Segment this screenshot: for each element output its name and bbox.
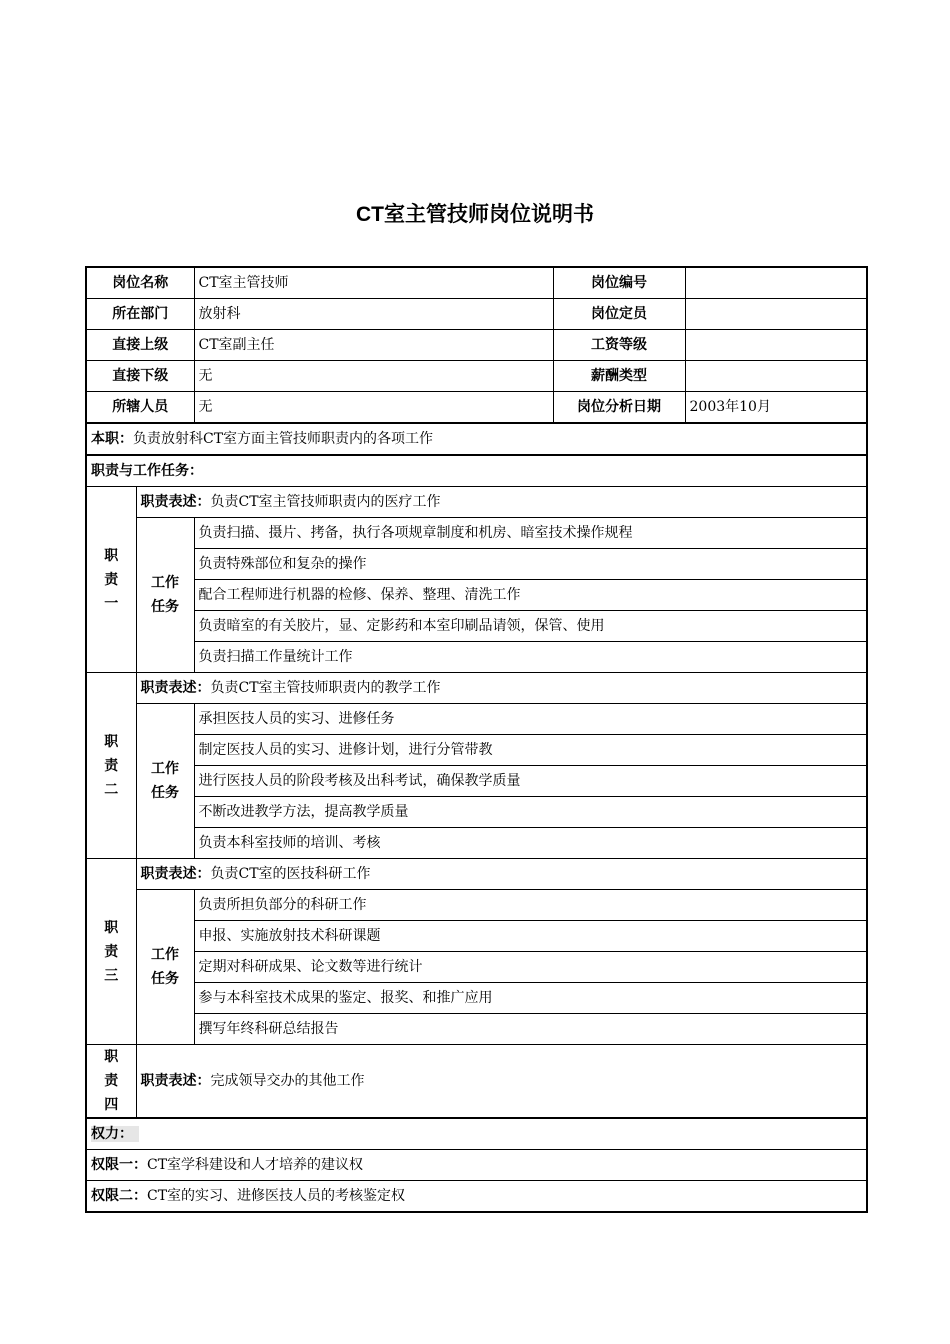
task-item: 进行医技人员的阶段考核及出科考试，确保教学质量 xyxy=(194,766,867,797)
field-label: 岗位定员 xyxy=(553,299,685,330)
task-row xyxy=(86,890,867,921)
job-description-table xyxy=(85,266,868,1213)
task-item: 撰写年终科研总结报告 xyxy=(194,1014,867,1045)
duty-statement-text: 完成领导交办的其他工作 xyxy=(210,1073,365,1089)
field-label: 岗位名称 xyxy=(86,267,194,299)
field-value: 放射科 xyxy=(194,299,553,330)
task-item: 负责扫描工作量统计工作 xyxy=(194,642,867,673)
field-value xyxy=(685,330,867,361)
duty-statement xyxy=(136,859,867,890)
duty-label: 职责表述： xyxy=(140,494,211,510)
task-row xyxy=(86,611,867,642)
task-item: 制定医技人员的实习、进修计划，进行分管带教 xyxy=(194,735,867,766)
info-row xyxy=(86,267,867,299)
field-label: 岗位分析日期 xyxy=(553,392,685,424)
task-item: 负责特殊部位和复杂的操作 xyxy=(194,549,867,580)
task-item: 申报、实施放射技术科研课题 xyxy=(194,921,867,952)
task-item: 负责暗室的有关胶片，显、定影药和本室印刷品请领，保管、使用 xyxy=(194,611,867,642)
task-row xyxy=(86,735,867,766)
power-row xyxy=(86,1181,867,1213)
duty-3-name: 职 责 三 xyxy=(86,859,136,1045)
power-header: 权力： xyxy=(91,1126,139,1142)
task-label: 工作 任务 xyxy=(136,890,194,1045)
duty-statement-row xyxy=(86,859,867,890)
power-row xyxy=(86,1150,867,1181)
power-item xyxy=(86,1150,867,1181)
duty-statement-row xyxy=(86,487,867,518)
task-item: 定期对科研成果、论文数等进行统计 xyxy=(194,952,867,983)
task-label: 工作 任务 xyxy=(136,704,194,859)
main-duty-cell xyxy=(86,423,867,455)
duty-statement-text: 负责CT室主管技师职责内的教学工作 xyxy=(210,680,441,696)
task-label: 工作 任务 xyxy=(136,518,194,673)
field-label: 岗位编号 xyxy=(553,267,685,299)
field-value: 2003年10月 xyxy=(685,392,867,424)
task-item: 负责扫描、摄片、拷备，执行各项规章制度和机房、暗室技术操作规程 xyxy=(194,518,867,549)
duty-label: 职责表述： xyxy=(140,866,211,882)
duty-statement-text: 负责CT室的医技科研工作 xyxy=(210,866,371,882)
task-row xyxy=(86,704,867,735)
field-value: CT室主管技师 xyxy=(194,267,553,299)
field-label: 工资等级 xyxy=(553,330,685,361)
task-item: 配合工程师进行机器的检修、保养、整理、清洗工作 xyxy=(194,580,867,611)
duty-statement-row xyxy=(86,673,867,704)
field-value xyxy=(685,267,867,299)
task-item: 承担医技人员的实习、进修任务 xyxy=(194,704,867,735)
field-value xyxy=(685,361,867,392)
info-row xyxy=(86,392,867,424)
info-row xyxy=(86,299,867,330)
power-text: CT室的实习、进修医技人员的考核鉴定权 xyxy=(147,1188,406,1204)
field-label: 所辖人员 xyxy=(86,392,194,424)
task-row xyxy=(86,1014,867,1045)
duty-statement-text: 负责CT室主管技师职责内的医疗工作 xyxy=(210,494,441,510)
power-text: CT室学科建设和人才培养的建议权 xyxy=(147,1157,364,1173)
duty-2-name: 职 责 二 xyxy=(86,673,136,859)
task-row xyxy=(86,580,867,611)
task-row xyxy=(86,983,867,1014)
field-value xyxy=(685,299,867,330)
task-item: 参与本科室技术成果的鉴定、报奖、和推广应用 xyxy=(194,983,867,1014)
field-label: 直接下级 xyxy=(86,361,194,392)
field-value: 无 xyxy=(194,361,553,392)
info-row xyxy=(86,361,867,392)
duty-statement xyxy=(136,1045,867,1119)
duty-statement-row xyxy=(86,1045,867,1119)
duty-4-name: 职 责 四 xyxy=(86,1045,136,1119)
power-label: 权限一： xyxy=(91,1157,147,1173)
field-label: 直接上级 xyxy=(86,330,194,361)
duty-label: 职责表述： xyxy=(140,680,211,696)
power-header-row xyxy=(86,1118,867,1150)
document-title: CT室主管技师岗位说明书 xyxy=(356,203,594,226)
duty-label: 职责表述： xyxy=(140,1073,211,1089)
power-header-cell xyxy=(86,1118,867,1150)
duty-statement xyxy=(136,487,867,518)
main-duty-row xyxy=(86,423,867,455)
duties-header-row xyxy=(86,455,867,487)
task-row xyxy=(86,518,867,549)
info-row xyxy=(86,330,867,361)
field-value: 无 xyxy=(194,392,553,424)
field-label: 薪酬类型 xyxy=(553,361,685,392)
field-value: CT室副主任 xyxy=(194,330,553,361)
task-row xyxy=(86,952,867,983)
task-row xyxy=(86,828,867,859)
power-label: 权限二： xyxy=(91,1188,147,1204)
main-duty-label: 本职： xyxy=(91,431,133,447)
task-item: 负责本科室技师的培训、考核 xyxy=(194,828,867,859)
task-row xyxy=(86,797,867,828)
duties-header: 职责与工作任务： xyxy=(86,455,867,487)
task-row xyxy=(86,642,867,673)
task-row xyxy=(86,921,867,952)
main-duty-text: 负责放射科CT室方面主管技师职责内的各项工作 xyxy=(133,431,434,447)
duty-1-name: 职 责 一 xyxy=(86,487,136,673)
task-row xyxy=(86,549,867,580)
field-label: 所在部门 xyxy=(86,299,194,330)
task-item: 负责所担负部分的科研工作 xyxy=(194,890,867,921)
duty-statement xyxy=(136,673,867,704)
task-row xyxy=(86,766,867,797)
task-item: 不断改进教学方法，提高教学质量 xyxy=(194,797,867,828)
power-item xyxy=(86,1181,867,1213)
